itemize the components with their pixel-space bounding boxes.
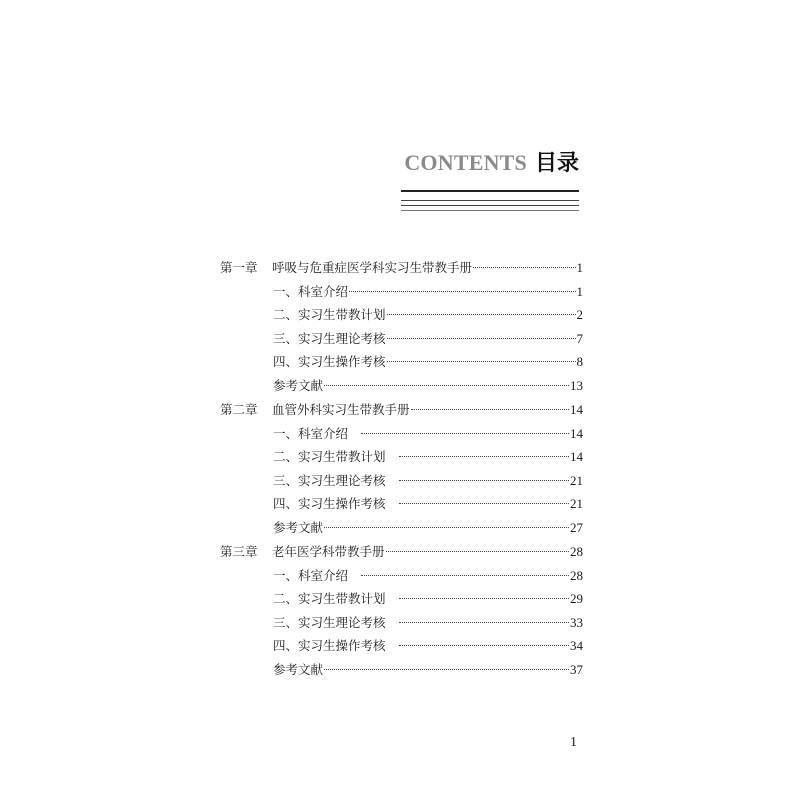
chapter-number: 第三章 bbox=[220, 544, 258, 559]
toc-section-entry[interactable] bbox=[273, 471, 583, 491]
section-page: 8 bbox=[576, 354, 583, 369]
toc-chapter-entry[interactable] bbox=[220, 400, 583, 420]
chapter-title: 呼吸与危重症医学科实习生带教手册 bbox=[272, 260, 473, 275]
dot-leader bbox=[361, 575, 569, 576]
toc-section-entry[interactable] bbox=[273, 518, 583, 538]
toc-section-entry[interactable] bbox=[273, 447, 583, 467]
section-title: 一、科室介绍 bbox=[273, 425, 349, 441]
section-title: 四、实习生操作考核 bbox=[273, 496, 386, 511]
section-page: 29 bbox=[570, 591, 583, 606]
chapter-number: 第一章 bbox=[220, 260, 258, 275]
dot-leader bbox=[399, 598, 569, 599]
section-title: 一、科室介绍 bbox=[273, 283, 349, 299]
section-title: 参考文献 bbox=[273, 519, 324, 535]
toc-section-entry[interactable] bbox=[273, 589, 583, 609]
dot-leader bbox=[411, 409, 569, 410]
section-page: 34 bbox=[570, 638, 583, 653]
section-page: 2 bbox=[576, 307, 583, 322]
dot-leader bbox=[324, 527, 569, 528]
dot-leader bbox=[399, 503, 569, 504]
toc-chapter-entry[interactable] bbox=[220, 258, 583, 278]
section-page: 21 bbox=[570, 496, 583, 511]
dot-leader bbox=[324, 385, 569, 386]
toc-section-entry[interactable] bbox=[273, 566, 583, 586]
section-page: 1 bbox=[576, 283, 583, 299]
toc-chapter-entry[interactable] bbox=[220, 542, 583, 562]
section-title: 二、实习生带教计划 bbox=[273, 591, 386, 606]
section-title: 二、实习生带教计划 bbox=[273, 449, 386, 464]
toc-section-entry[interactable] bbox=[273, 494, 583, 514]
dot-leader bbox=[399, 622, 569, 623]
toc-section-entry[interactable] bbox=[273, 660, 583, 680]
dot-leader bbox=[473, 267, 575, 268]
dot-leader bbox=[386, 551, 569, 552]
section-page: 14 bbox=[570, 425, 583, 441]
section-title: 三、实习生理论考核 bbox=[273, 330, 386, 346]
dot-leader bbox=[399, 456, 569, 457]
contents-title-en: CONTENTS bbox=[404, 150, 527, 175]
toc-section-entry[interactable] bbox=[273, 376, 583, 396]
dot-leader bbox=[387, 314, 576, 315]
section-title: 一、科室介绍 bbox=[273, 567, 349, 583]
toc-section-entry[interactable] bbox=[273, 352, 583, 372]
toc-section-entry[interactable] bbox=[273, 329, 583, 349]
dot-leader bbox=[399, 645, 569, 646]
dot-leader bbox=[361, 433, 569, 434]
toc-section-entry[interactable] bbox=[273, 305, 583, 325]
section-page: 28 bbox=[570, 567, 583, 583]
section-title: 参考文献 bbox=[273, 661, 324, 677]
page-number: 1 bbox=[570, 735, 577, 750]
section-page: 21 bbox=[570, 472, 583, 488]
section-page: 7 bbox=[576, 330, 583, 346]
section-page: 13 bbox=[570, 377, 583, 393]
section-page: 33 bbox=[570, 614, 583, 630]
chapter-page: 28 bbox=[570, 544, 583, 559]
section-title: 三、实习生理论考核 bbox=[273, 472, 386, 488]
contents-title-zh: 目录 bbox=[534, 151, 579, 176]
section-page: 37 bbox=[570, 661, 583, 677]
chapter-page: 14 bbox=[570, 402, 583, 417]
dot-leader bbox=[324, 669, 569, 670]
dot-leader bbox=[349, 291, 575, 292]
dot-leader bbox=[399, 480, 569, 481]
toc-section-entry[interactable] bbox=[273, 613, 583, 633]
chapter-title: 血管外科实习生带教手册 bbox=[272, 402, 410, 417]
toc-section-entry[interactable] bbox=[273, 424, 583, 444]
chapter-number: 第二章 bbox=[220, 402, 258, 417]
dot-leader bbox=[387, 361, 576, 362]
section-page: 27 bbox=[570, 519, 583, 535]
section-title: 四、实习生操作考核 bbox=[273, 638, 386, 653]
chapter-title: 老年医学科带教手册 bbox=[272, 544, 385, 559]
section-title: 四、实习生操作考核 bbox=[273, 354, 386, 369]
section-title: 参考文献 bbox=[273, 377, 324, 393]
section-title: 三、实习生理论考核 bbox=[273, 614, 386, 630]
toc-section-entry[interactable] bbox=[273, 636, 583, 656]
section-title: 二、实习生带教计划 bbox=[273, 307, 386, 322]
dot-leader bbox=[387, 338, 576, 339]
section-page: 14 bbox=[570, 449, 583, 464]
chapter-page: 1 bbox=[576, 260, 583, 275]
toc-section-entry[interactable] bbox=[273, 282, 583, 302]
